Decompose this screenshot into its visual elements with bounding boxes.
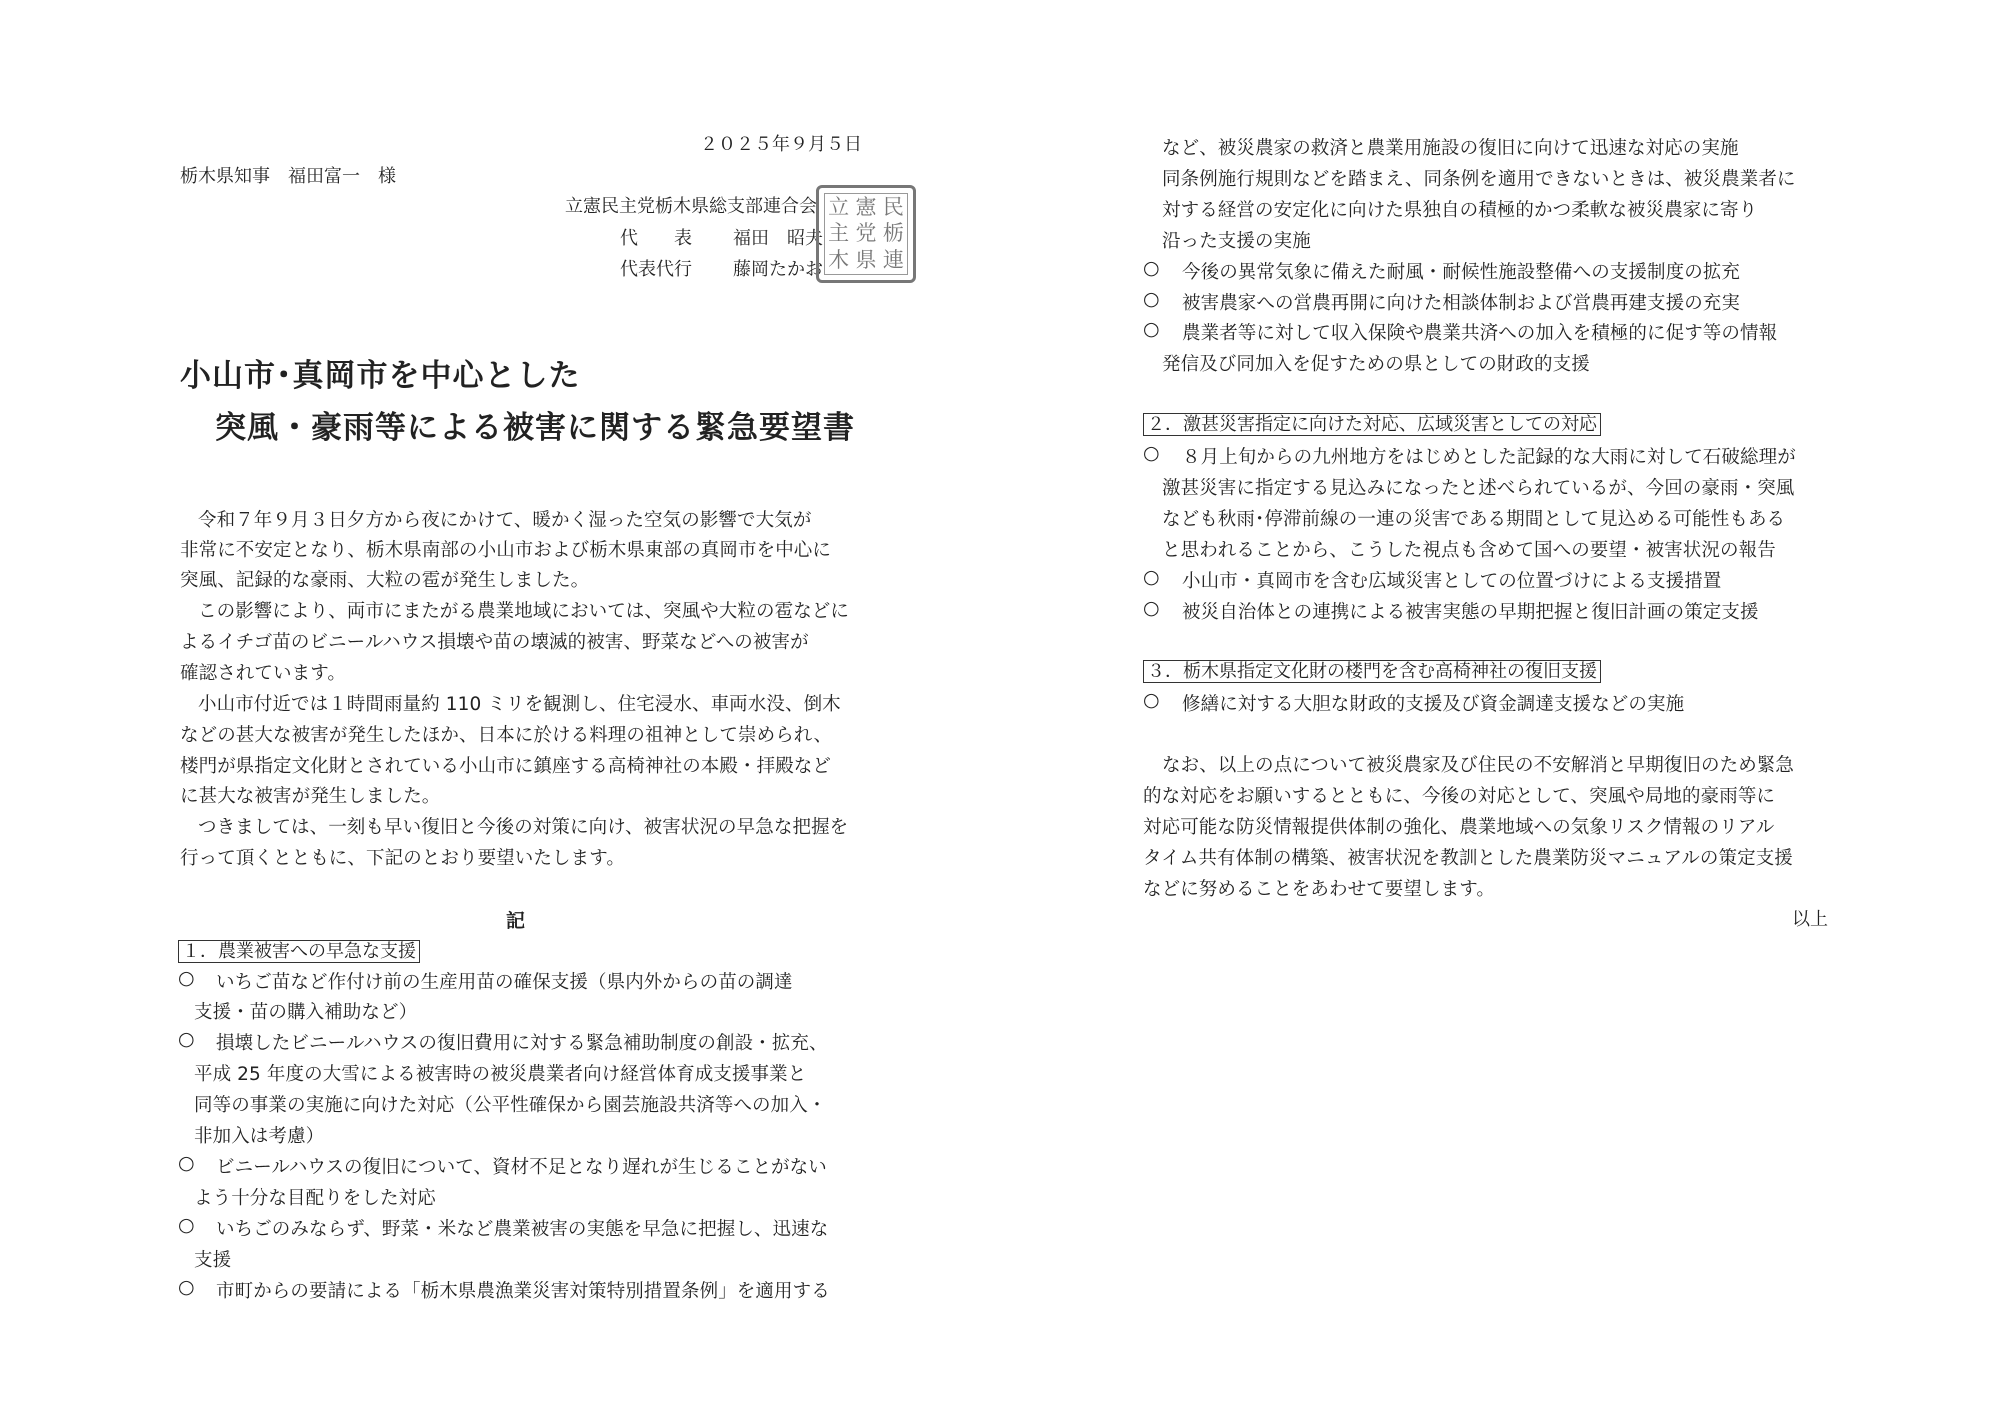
body-line: 確認されています。 [180,663,346,684]
list-item-line: 平成 25 年度の大雪による被害時の被災農業者向け経営体育成支援事業と [194,1064,807,1085]
deputy-representative-title: 代表代行 [620,259,692,280]
list-item-line: いちご苗など作付け前の生産用苗の確保支援（県内外からの苗の調達 [216,972,793,993]
body-line: つきましては、一刻も早い復旧と今後の対策に向け、被害状況の早急な把握を [198,817,849,838]
list-item-line: など、被災農家の救済と農業用施設の復旧に向けて迅速な対応の実施 [1162,138,1739,159]
list-item-line: 支援・苗の購入補助など） [194,1002,418,1023]
seal-char: 栃 [882,221,904,246]
body-line: などの甚大な被害が発生したほか、日本に於ける料理の祖神として崇められ、 [180,725,833,746]
list-item-line: 損壊したビニールハウスの復旧費用に対する緊急補助制度の創設・拡充、 [216,1033,828,1054]
document-title-line-2: 突風・豪雨等による被害に関する緊急要望書 [215,410,855,446]
seal-char: 木 [828,248,850,273]
body-line: に甚大な被害が発生しました。 [180,786,441,807]
body-line: この影響により、両市にまたがる農業地域においては、突風や大粒の雹などに [198,601,850,622]
bullet-circle: ○ [178,1276,195,1298]
list-item-line: いちごのみならず、野菜・米など農業被害の実態を早急に把握し、迅速な [216,1219,829,1240]
list-item-line: 小山市・真岡市を含む広域災害としての位置づけによる支援措置 [1182,571,1722,592]
seal-char: 党 [855,221,877,246]
bullet-circle: ○ [1143,257,1160,279]
list-item-line: なども秋雨･停滞前線の一連の災害である期間として見込める可能性もある [1162,509,1786,530]
list-item-line: 今後の異常気象に備えた耐風・耐候性施設整備への支援制度の拡充 [1182,262,1741,283]
bullet-circle: ○ [178,1028,195,1050]
list-item-line: 被災自治体との連携による被害実態の早期把握と復旧計画の策定支援 [1182,602,1759,623]
bullet-circle: ○ [178,1152,195,1174]
seal-char: 県 [855,248,877,273]
list-item-line: 市町からの要請による「栃木県農漁業災害対策特別措置条例」を適用する [216,1281,830,1302]
seal-char: 主 [828,221,850,246]
section-2-heading: ２．激甚災害指定に向けた対応、広域災害としての対応 [1143,410,1601,436]
bullet-circle: ○ [1143,689,1160,711]
closing-line: などに努めることをあわせて要望します。 [1143,879,1495,900]
list-item-line: 非加入は考慮） [194,1126,325,1147]
list-item-line: 支援 [194,1250,232,1271]
list-item-line: 被害農家への営農再開に向けた相談体制および営農再建支援の充実 [1182,293,1741,314]
bullet-circle: ○ [1143,442,1160,464]
list-item-line: 同条例施行規則などを踏まえ、同条例を適用できないときは、被災農業者に [1162,169,1796,190]
bullet-circle: ○ [178,967,195,989]
bullet-circle: ○ [1143,597,1160,619]
section-3-heading: ３．栃木県指定文化財の楼門を含む高椅神社の復旧支援 [1143,657,1601,683]
list-item-line: 発信及び同加入を促すための県としての財政的支援 [1162,354,1590,375]
closing-line: なお、以上の点について被災農家及び住民の不安解消と早期復旧のため緊急 [1162,755,1795,776]
body-line: 非常に不安定となり、栃木県南部の小山市および栃木県東部の真岡市を中心に [180,540,832,561]
list-item-line: 農業者等に対して収入保険や農業共済への加入を積極的に促す等の情報 [1182,323,1778,344]
body-line: よるイチゴ苗のビニールハウス損壊や苗の壊滅的被害、野菜などへの被害が [180,632,809,653]
closing-ijo: 以上 [1792,909,1828,930]
document-date: ２０２５年９月５日 [700,134,862,155]
list-item-line: 修繕に対する大胆な財政的支援及び資金調達支援などの実施 [1182,694,1685,715]
bullet-circle: ○ [1143,318,1160,340]
bullet-circle: ○ [1143,288,1160,310]
list-item-line: 沿った支援の実施 [1162,231,1311,252]
list-item-line: よう十分な目配りをした対応 [194,1188,436,1209]
bullet-circle: ○ [178,1214,195,1236]
document-title-line-1: 小山市･真岡市を中心とした [180,358,581,394]
seal-char: 憲 [855,194,877,219]
seal-char: 連 [882,248,904,273]
ki-marker: 記 [506,910,526,932]
list-item-line: ビニールハウスの復旧について、資材不足となり遅れが生じることがない [216,1157,827,1178]
addressee: 栃木県知事 福田富一 様 [180,166,396,187]
deputy-representative-name: 藤岡たかお [733,259,823,280]
body-line: 令和７年９月３日夕方から夜にかけて、暖かく湿った空気の影響で大気が [198,510,812,531]
representative-name: 福田 昭夫 [733,228,823,249]
official-seal-stamp [816,185,916,283]
list-item-line: 対する経営の安定化に向けた県独自の積極的かつ柔軟な被災農家に寄り [1162,200,1758,221]
list-item-line: ８月上旬からの九州地方をはじめとした記録的な大雨に対して石破総理が [1182,447,1796,468]
closing-line: 対応可能な防災情報提供体制の強化、農業地域への気象リスク情報のリアル [1143,817,1775,838]
closing-line: 的な対応をお願いするとともに、今後の対応として、突風や局地的豪雨等に [1143,786,1776,807]
body-line: 小山市付近では１時間雨量約 110 ミリを観測し、住宅浸水、車両水没、倒木 [198,694,841,715]
sender-organization: 立憲民主党栃木県総支部連合会 [565,196,817,217]
bullet-circle: ○ [1143,566,1160,588]
body-line: 楼門が県指定文化財とされている小山市に鎮座する高椅神社の本殿・拝殿など [180,756,832,777]
seal-char: 立 [828,194,850,219]
section-1-heading: １．農業被害への早急な支援 [178,937,420,963]
list-item-line: と思われることから、こうした視点も含めて国への要望・被害状況の報告 [1162,540,1776,561]
body-line: 突風、記録的な豪雨、大粒の雹が発生しました。 [180,570,590,591]
closing-line: タイム共有体制の構築、被害状況を教訓とした農業防災マニュアルの策定支援 [1143,848,1793,869]
seal-char: 民 [882,194,904,219]
list-item-line: 同等の事業の実施に向けた対応（公平性確保から園芸施設共済等への加入・ [194,1095,827,1116]
list-item-line: 激甚災害に指定する見込みになったと述べられているが、今回の豪雨・突風 [1162,478,1795,499]
representative-title: 代 表 [620,228,692,249]
body-line: 行って頂くとともに、下記のとおり要望いたします。 [180,848,625,869]
